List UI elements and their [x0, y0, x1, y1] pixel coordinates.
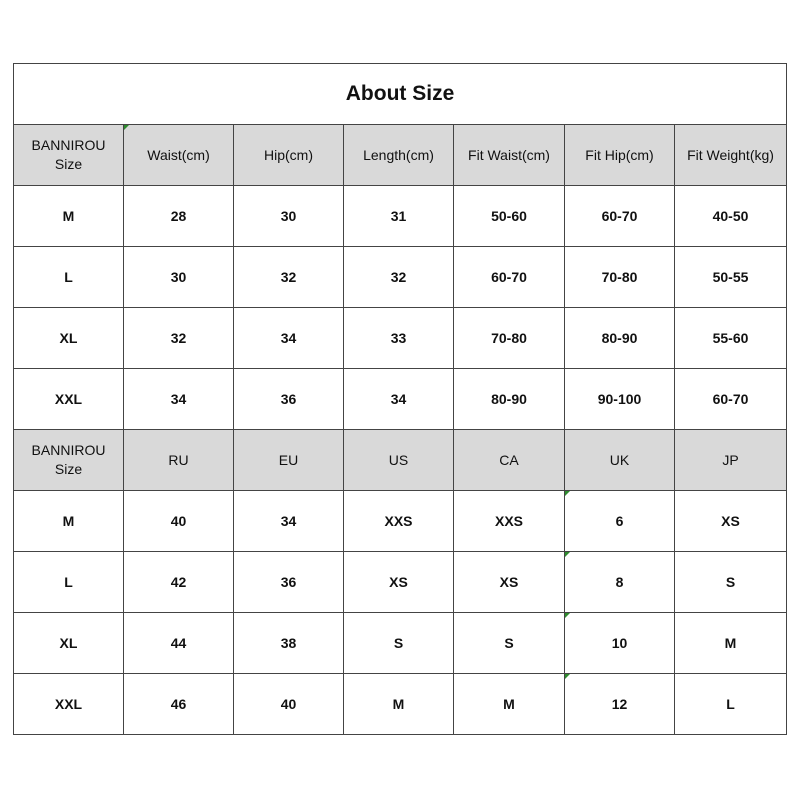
table-cell: 60-70: [454, 247, 565, 308]
table-cell: 42: [124, 552, 234, 613]
table1-header-fit-hip: Fit Hip(cm): [565, 125, 675, 186]
table-cell: 8: [565, 552, 675, 613]
table-cell: 34: [124, 369, 234, 430]
table-row: [14, 613, 787, 674]
table-cell: XL: [14, 308, 124, 369]
table-cell: 40-50: [675, 186, 787, 247]
table1-header-brand: [14, 125, 124, 186]
table-cell: M: [344, 674, 454, 735]
table-cell: L: [14, 552, 124, 613]
table-cell: XS: [454, 552, 565, 613]
table-row: [14, 308, 787, 369]
table-cell: 32: [344, 247, 454, 308]
table-cell: XL: [14, 613, 124, 674]
table2-header-uk: UK: [565, 430, 675, 491]
table2-header-row: [14, 430, 787, 491]
table-cell: 55-60: [675, 308, 787, 369]
table2-header-us: US: [344, 430, 454, 491]
table-cell: 46: [124, 674, 234, 735]
table1-header-fit-waist: Fit Waist(cm): [454, 125, 565, 186]
table-cell: 34: [344, 369, 454, 430]
table-cell: 80-90: [565, 308, 675, 369]
table1-header-row: [14, 125, 787, 186]
table-cell: S: [454, 613, 565, 674]
table-cell: 34: [234, 491, 344, 552]
table-row: [14, 674, 787, 735]
table-cell: XXS: [344, 491, 454, 552]
table-cell: 33: [344, 308, 454, 369]
table1-header-waist: Waist(cm): [124, 125, 234, 186]
size-chart: [13, 63, 786, 735]
table-cell: 60-70: [565, 186, 675, 247]
table2-header-jp: JP: [675, 430, 787, 491]
table-row: [14, 247, 787, 308]
table-row: [14, 491, 787, 552]
table-cell: 60-70: [675, 369, 787, 430]
table-cell: 10: [565, 613, 675, 674]
table-cell: 70-80: [454, 308, 565, 369]
table-cell: 40: [124, 491, 234, 552]
table-cell: 70-80: [565, 247, 675, 308]
table-cell: L: [14, 247, 124, 308]
size-table: [13, 63, 787, 735]
table2-header-eu: EU: [234, 430, 344, 491]
table-cell: 80-90: [454, 369, 565, 430]
table-cell: 44: [124, 613, 234, 674]
table-cell: 12: [565, 674, 675, 735]
table-cell: S: [344, 613, 454, 674]
table-cell: XXS: [454, 491, 565, 552]
table-cell: 34: [234, 308, 344, 369]
table-row: [14, 369, 787, 430]
table1-header-fit-weight: Fit Weight(kg): [675, 125, 787, 186]
table-cell: 28: [124, 186, 234, 247]
table-row: [14, 552, 787, 613]
table-cell: M: [14, 186, 124, 247]
page-title: About Size: [14, 64, 787, 125]
table-cell: L: [675, 674, 787, 735]
table-cell: 50-55: [675, 247, 787, 308]
table2-header-brand: [14, 430, 124, 491]
table-cell: 36: [234, 369, 344, 430]
table-cell: M: [675, 613, 787, 674]
table-cell: 30: [124, 247, 234, 308]
table-cell: 40: [234, 674, 344, 735]
table-cell: S: [675, 552, 787, 613]
table2-header-ca: CA: [454, 430, 565, 491]
table-cell: XXL: [14, 674, 124, 735]
table-cell: 90-100: [565, 369, 675, 430]
table1-header-length: Length(cm): [344, 125, 454, 186]
table-cell: M: [454, 674, 565, 735]
table-cell: 6: [565, 491, 675, 552]
table-cell: XS: [675, 491, 787, 552]
header-label: BANNIROU Size: [31, 442, 106, 477]
table-cell: M: [14, 491, 124, 552]
table-cell: 32: [124, 308, 234, 369]
table2-header-ru: RU: [124, 430, 234, 491]
table-cell: 38: [234, 613, 344, 674]
table-cell: XXL: [14, 369, 124, 430]
table1-header-hip: Hip(cm): [234, 125, 344, 186]
table-cell: 32: [234, 247, 344, 308]
table-cell: 30: [234, 186, 344, 247]
header-label: BANNIROU Size: [31, 137, 106, 172]
table-cell: XS: [344, 552, 454, 613]
table-cell: 36: [234, 552, 344, 613]
table-cell: 50-60: [454, 186, 565, 247]
table-cell: 31: [344, 186, 454, 247]
table-row: [14, 186, 787, 247]
